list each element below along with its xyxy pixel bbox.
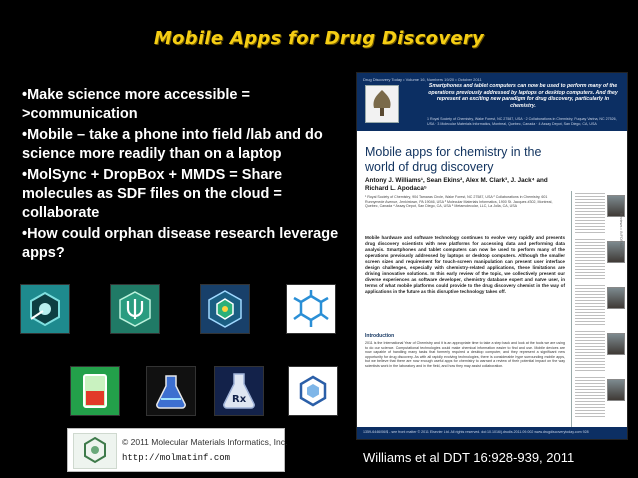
paper-authors: Antony J. Williams¹, Sean Ekins², Alex M. Clark³, J. Jack⁴ and Richard L. Apodaca⁵ (365, 177, 548, 192)
paper-intro: 2011 is the International Year of Chemistry and it is an appropriate time to take a step back and look at the tools we are using to do our science. Computational technologies could make chemical information easier to find and use. Mobile devices are now capable of handling many tasks that formerly required a desktop computer, and they represent a significant new opportunity for drug discovery. As with all rapidly evolving technologies, there is considerable hype surrounding mobile apps, but we believe that there are now enough useful apps for chemistry to warrant a review of their potential impact on the way scientists work in the laboratory and in the field, and how they may assist collaboration. (365, 341, 565, 368)
svg-text:Rx: Rx (232, 394, 247, 405)
paper-abstract: Mobile hardware and software technology continues to evolve very rapidly and presents drug discovery scientists with new platforms for accessing data and performing data analysis. Smartphones and tablet computers can now be used to perform many of the operations previously addressed by laptops or desktop computers. Although the smaller screen sizes and requirement for touch-screen manipulation can present user interface design challenges, especially with chemistry-related applications, these limitations are driving innovative solutions. In this early review of the topic, we collectively present our diverse experiences as software developer, chemistry database expert and naïve user, in terms of what mobile platforms could provide to the drug discovery chemist in the way of applications in the future as this disruptive technology takes off. (365, 235, 565, 294)
author-bio (575, 285, 627, 327)
author-photo (607, 333, 625, 355)
author-bio (575, 377, 627, 419)
slide-title: Mobile Apps for Drug Discovery (153, 28, 485, 49)
citation-text: Williams et al DDT 16:928-939, 2011 (363, 450, 575, 465)
bullet-item: •MolSync + DropBox + MMDS = Share molecules as SDF files on the cloud = collaborate (22, 167, 283, 221)
bullet-item: •Make science more accessible = >communication (22, 87, 250, 122)
paper-footer-text: 1359-6446/06/$ - see front matter © 2011 Elsevier Ltd. All rights reserved. doi:10.1016/j.drudis.2011.09.002 www.drugdiscoverytoday.com 928 (363, 430, 589, 434)
paper-title: Mobile apps for chemistry in the world of drug discovery (365, 145, 542, 174)
paper-thumbnail (356, 72, 628, 440)
molsync-icon (20, 284, 70, 334)
paper-intro-heading: Introduction (365, 333, 395, 339)
paper-affiliations: ¹ Royal Society of Chemistry, 904 Tamaras Circle, Wake Forest, NC 27587, USA ² Collaborations in Chemistry, 601 Runnymede Avenue, Jenkintown, PA 19046, USA ³ Molecular Materials Informatics, 1900 St. Jacques #302, Montreal, Quebec, Canada ⁴ Assay Depot, San Diego, CA, USA ⁵ Metamolecular, LLC, La Jolla, CA, USA (365, 195, 553, 208)
hexagon-structure-icon (200, 284, 250, 334)
paper-topbar (357, 73, 627, 131)
reaction-flask-icon (146, 366, 196, 416)
molmatinf-logo-icon (73, 433, 117, 469)
bullet-list (22, 86, 340, 265)
author-bio (575, 331, 627, 373)
molecule-network-icon (286, 284, 336, 334)
paper-section-label: Reviews • INFORMATICS (619, 213, 623, 257)
hexagon-molecule-icon (288, 366, 338, 416)
paper-footer (357, 427, 627, 439)
beaker-icon (70, 366, 120, 416)
bullet-item: •How could orphan disease research leverage apps? (22, 226, 339, 261)
paper-tagline: Smartphones and tablet computers can now be used to perform many of the operations previously addressed by laptops or desktop computers. And they represent an exciting new paradigm for drug discovery, particularly in chemistry. (428, 83, 618, 109)
copyright-banner (67, 428, 288, 472)
elsevier-logo-icon (365, 85, 399, 123)
bullet-item: •Mobile – take a phone into field /lab and do science more readily than on a laptop (22, 127, 323, 162)
company-url-link[interactable]: http://molmatinf.com (122, 453, 231, 463)
flask-psi-icon (110, 284, 160, 334)
rx-flask-icon (214, 366, 264, 416)
copyright-text: © 2011 Molecular Materials Informatics, Inc. (122, 437, 288, 447)
author-photo (607, 287, 625, 309)
paper-journal-header: Drug Discovery Today • Volume 16, Numbers 19/20 • October 2011 (363, 77, 482, 82)
paper-meta: 1 Royal Society of Chemistry, Wake Forest, NC 27587, USA · 2 Collaborations in Chemistry, Fuquay Varina, NC 27526, USA · 3 Molecular Materials Informatics, Montreal, Quebec, Canada · 4 Assay Depot, San Diego, CA, USA (427, 117, 617, 126)
author-photo (607, 379, 625, 401)
